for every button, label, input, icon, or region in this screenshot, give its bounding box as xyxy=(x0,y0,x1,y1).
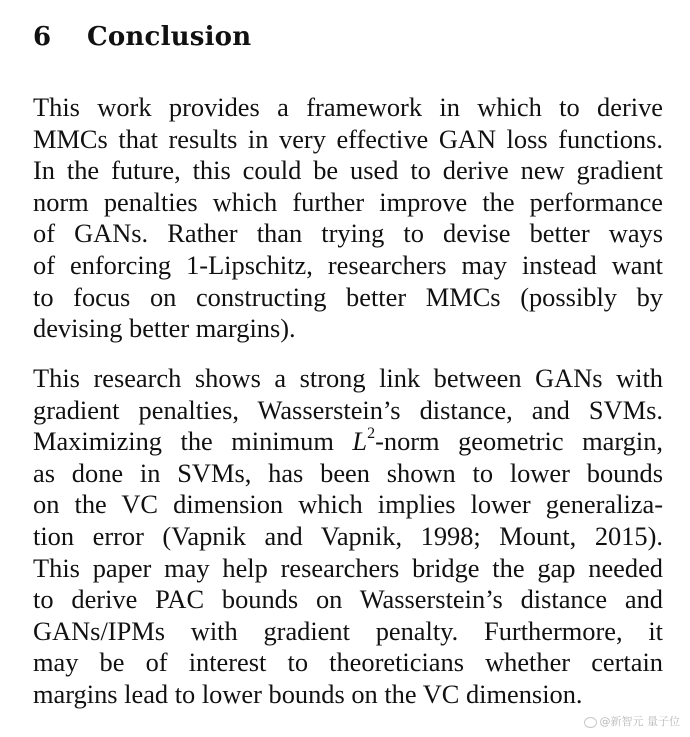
section-title: Conclusion xyxy=(87,22,252,52)
text-line: of GANs. Rather than trying to devise better ways xyxy=(33,218,663,249)
text-fragment: -norm geometric margin, xyxy=(375,426,663,457)
text-line: MMCs that results in very effective GAN loss functions. xyxy=(33,123,663,154)
text-line: This research shows a strong link between GANs with xyxy=(33,363,663,393)
section-number: 6 xyxy=(33,22,52,52)
text-line: as done in SVMs, has been shown to lower bounds xyxy=(33,457,663,488)
math-superscript: 2 xyxy=(367,425,376,443)
text-line: to focus on constructing better MMCs (possibly by xyxy=(33,281,663,312)
text-line: on the VC dimension which implies lower generaliza- xyxy=(33,489,663,520)
text-line: This work provides a framework in which to derive xyxy=(33,92,663,122)
watermark-text: @新智元 量子位 xyxy=(599,715,680,728)
text-line: tion error (Vapnik and Vapnik, 1998; Mount, 2015). xyxy=(33,520,663,551)
text-fragment: Maximizing the minimum xyxy=(33,426,353,457)
text-line: gradient penalties, Wasserstein’s distance, and SVMs. xyxy=(33,394,663,425)
math-symbol: L xyxy=(352,426,368,457)
weibo-icon xyxy=(584,717,597,728)
watermark xyxy=(584,713,681,729)
text-line: to derive PAC bounds on Wasserstein’s distance and xyxy=(33,584,663,615)
section-heading xyxy=(33,22,251,52)
text-line: may be of interest to theoreticians whether certain xyxy=(33,647,663,678)
conclusion-paragraph-2 xyxy=(33,363,663,711)
text-line: norm penalties which further improve the performance xyxy=(33,186,663,217)
text-line: devising better margins). xyxy=(33,313,296,344)
text-line xyxy=(33,426,663,458)
text-line: margins lead to lower bounds on the VC dimension. xyxy=(33,678,583,709)
text-line: of enforcing 1-Lipschitz, researchers may instead want xyxy=(33,249,663,280)
conclusion-paragraph-1 xyxy=(33,92,663,345)
text-line: GANs/IPMs with gradient penalty. Furthermore, it xyxy=(33,615,663,646)
text-line: This paper may help researchers bridge the gap needed xyxy=(33,552,663,583)
text-line: In the future, this could be used to derive new gradient xyxy=(33,155,663,186)
